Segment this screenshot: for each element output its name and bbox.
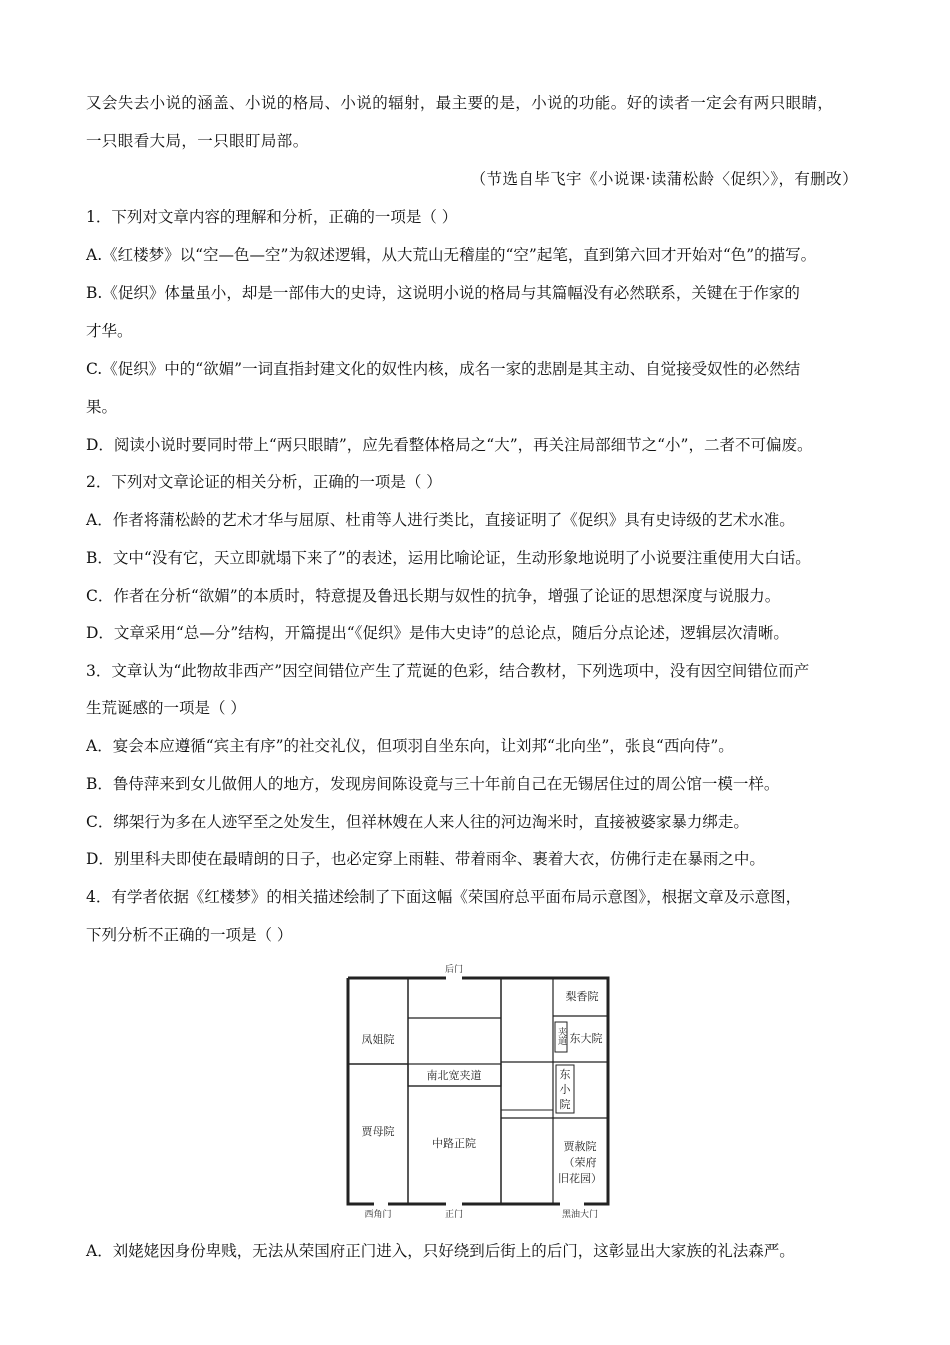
question-3-stem-cont: 生荒诞感的一项是（ ） bbox=[86, 699, 246, 717]
jiamu-yard-label: 贾母院 bbox=[361, 1125, 395, 1138]
jiashe-yard-label-3: 旧花园） bbox=[558, 1172, 602, 1185]
main-gate-label: 正门 bbox=[444, 1210, 464, 1220]
north-south-corridor-label: 南北宽夹道 bbox=[426, 1069, 482, 1082]
jiashe-yard-label-2: （荣府 bbox=[563, 1156, 597, 1169]
passage-line-2: 一只眼看大局，一只眼盯局部。 bbox=[86, 132, 309, 150]
passage-line-1: 又会失去小说的涵盖、小说的格局、小说的辐射，最主要的是，小说的功能。好的读者一定会有两只眼睛， bbox=[86, 94, 834, 112]
question-1-option-b: B.《促织》体量虽小，却是一部伟大的史诗，这说明小说的格局与其篇幅没有必然联系，关键在于作家的 bbox=[86, 284, 800, 302]
fengjie-yard-label: 凤姐院 bbox=[361, 1033, 395, 1046]
dongxiao-yard-label-1: 东 bbox=[559, 1068, 571, 1081]
question-1-stem: 1．下列对文章内容的理解和分析，正确的一项是（ ） bbox=[86, 208, 458, 226]
rongguo-mansion-layout-map bbox=[338, 960, 618, 1222]
question-3-option-a: A．宴会本应遵循“宾主有序”的社交礼仪，但项羽自坐东向，让刘邦“北向坐”，张良“西向侍”。 bbox=[86, 737, 734, 755]
question-1-option-b-cont: 才华。 bbox=[86, 322, 133, 340]
central-hall-label: 中路正院 bbox=[432, 1137, 476, 1150]
black-gate-label: 黑油大门 bbox=[561, 1210, 599, 1220]
jiadao-label: 夹道 bbox=[556, 1027, 566, 1045]
passage-source: （节选自毕飞宇《小说课·读蒲松龄〈促织〉》，有删改） bbox=[470, 170, 858, 188]
question-1-option-c-cont: 果。 bbox=[86, 398, 118, 416]
question-1-option-d: D．阅读小说时要同时带上“两只眼睛”，应先看整体格局之“大”，再关注局部细节之“小”，二者不可偏废。 bbox=[86, 436, 813, 454]
question-4-option-a: A．刘姥姥因身份卑贱，无法从荣国府正门进入，只好绕到后街上的后门，这彰显出大家族的礼法森严。 bbox=[86, 1242, 795, 1260]
dongda-yard-label: 东大院 bbox=[569, 1032, 603, 1045]
question-2-stem: 2．下列对文章论证的相关分析，正确的一项是（ ） bbox=[86, 473, 442, 491]
question-2-option-b: B．文中“没有它，天立即就塌下来了”的表述，运用比喻论证，生动形象地说明了小说要注重使用大白话。 bbox=[86, 549, 811, 567]
question-3-stem: 3．文章认为“此物故非西产”因空间错位产生了荒诞的色彩，结合教材，下列选项中，没有因空间错位而产 bbox=[86, 662, 810, 680]
west-corner-gate-label: 西角门 bbox=[364, 1210, 392, 1220]
question-3-option-d: D．别里科夫即使在最晴朗的日子，也必定穿上雨鞋、带着雨伞、裹着大衣，仿佛行走在暴雨之中。 bbox=[86, 850, 765, 868]
jiashe-yard-label-1: 贾赦院 bbox=[563, 1140, 597, 1153]
question-1-option-a: A.《红楼梦》以“空—色—空”为叙述逻辑，从大荒山无稽崖的“空”起笔，直到第六回才开始对“色”的描写。 bbox=[86, 246, 817, 264]
question-3-option-c: C．绑架行为多在人迹罕至之处发生，但祥林嫂在人来人往的河边淘米时，直接被婆家暴力绑走。 bbox=[86, 813, 749, 831]
map-svg bbox=[338, 960, 618, 1222]
lixiang-yard-label: 梨香院 bbox=[565, 990, 599, 1003]
question-2-option-c: C．作者在分析“欲媚”的本质时，特意提及鲁迅长期与奴性的抗争，增强了论证的思想深度与说服力。 bbox=[86, 587, 781, 605]
question-2-option-d: D．文章采用“总—分”结构，开篇提出“《促织》是伟大史诗”的总论点，随后分点论述，逻辑层次清晰。 bbox=[86, 624, 789, 642]
question-4-stem-cont: 下列分析不正确的一项是（ ） bbox=[86, 926, 293, 944]
dongxiao-yard-label-3: 院 bbox=[559, 1098, 571, 1111]
question-3-option-b: B．鲁侍萍来到女儿做佣人的地方，发现房间陈设竟与三十年前自己在无锡居住过的周公馆一模一样。 bbox=[86, 775, 780, 793]
question-1-option-c: C.《促织》中的“欲媚”一词直指封建文化的奴性内核，成名一家的悲剧是其主动、自觉接受奴性的必然结 bbox=[86, 360, 801, 378]
question-2-option-a: A．作者将蒲松龄的艺术才华与屈原、杜甫等人进行类比，直接证明了《促织》具有史诗级的艺术水准。 bbox=[86, 511, 795, 529]
dongxiao-yard-label-2: 小 bbox=[559, 1083, 571, 1096]
back-gate-label: 后门 bbox=[444, 965, 464, 975]
question-4-stem: 4．有学者依据《红楼梦》的相关描述绘制了下面这幅《荣国府总平面布局示意图》，根据文章及示意图， bbox=[86, 888, 802, 906]
